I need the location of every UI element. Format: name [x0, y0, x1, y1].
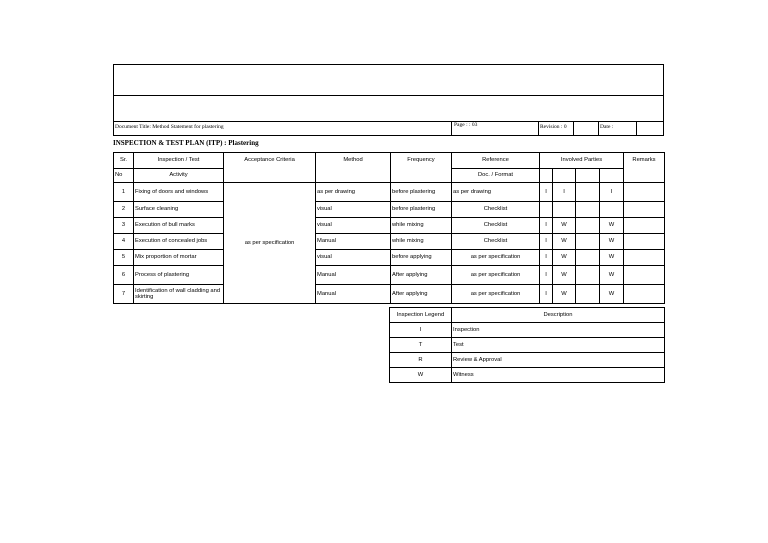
itp-title: INSPECTION & TEST PLAN (ITP) : Plastering	[113, 139, 259, 147]
table-row: 4 Execution of concealed jobs Manual while mixing Checklist I W W	[114, 234, 665, 250]
page-number: Page : : 03	[454, 122, 478, 128]
itp-table	[113, 152, 665, 304]
table-row: 1 Fixing of doors and windows as per specification as per drawing before plastering as per drawing I I I	[114, 183, 665, 202]
legend-row: T Test	[390, 338, 665, 353]
header-blank-row-2	[114, 96, 663, 122]
document-title: Document Title: Method Statement for plastering	[115, 124, 224, 130]
col-sr: Sr.	[114, 153, 134, 169]
table-header-row-1	[114, 153, 665, 169]
col-doc-format: Doc. / Format	[452, 169, 540, 183]
col-activity: Activity	[134, 169, 224, 183]
table-row: 3 Execution of bull marks visual while mixing Checklist I W W	[114, 218, 665, 234]
legend-header-code: Inspection Legend	[390, 308, 452, 323]
header-blank-row-1	[114, 65, 663, 96]
inspection-legend-table	[389, 307, 665, 383]
col-method: Method	[316, 153, 391, 183]
revision: Revision : 0	[540, 124, 567, 130]
acceptance-merged-cell: as per specification	[224, 183, 316, 304]
date: Date :	[600, 124, 614, 130]
table-row: 6 Process of plastering Manual After applying as per specification I W W	[114, 266, 665, 285]
col-frequency: Frequency	[391, 153, 452, 183]
col-remarks: Remarks	[624, 153, 665, 183]
table-row: 2 Surface cleaning visual before plastering Checklist	[114, 202, 665, 218]
col-inspection-test: Inspection / Test	[134, 153, 224, 169]
legend-row: R Review & Approval	[390, 353, 665, 368]
col-acceptance: Acceptance Criteria	[224, 153, 316, 183]
table-row: 5 Mix proportion of mortar visual before applying as per specification I W W	[114, 250, 665, 266]
table-row: 7 Identification of wall cladding and skirting Manual After applying as per specification I W W	[114, 285, 665, 304]
legend-row: W Witness	[390, 368, 665, 383]
col-involved-parties: Involved Parties	[540, 153, 624, 169]
legend-row: I Inspection	[390, 323, 665, 338]
legend-header-description: Description	[452, 308, 665, 323]
col-reference: Reference	[452, 153, 540, 169]
col-no: No	[114, 169, 134, 183]
legend-header-row	[390, 308, 665, 323]
document-header-box	[113, 64, 664, 136]
header-info-row	[114, 122, 663, 135]
